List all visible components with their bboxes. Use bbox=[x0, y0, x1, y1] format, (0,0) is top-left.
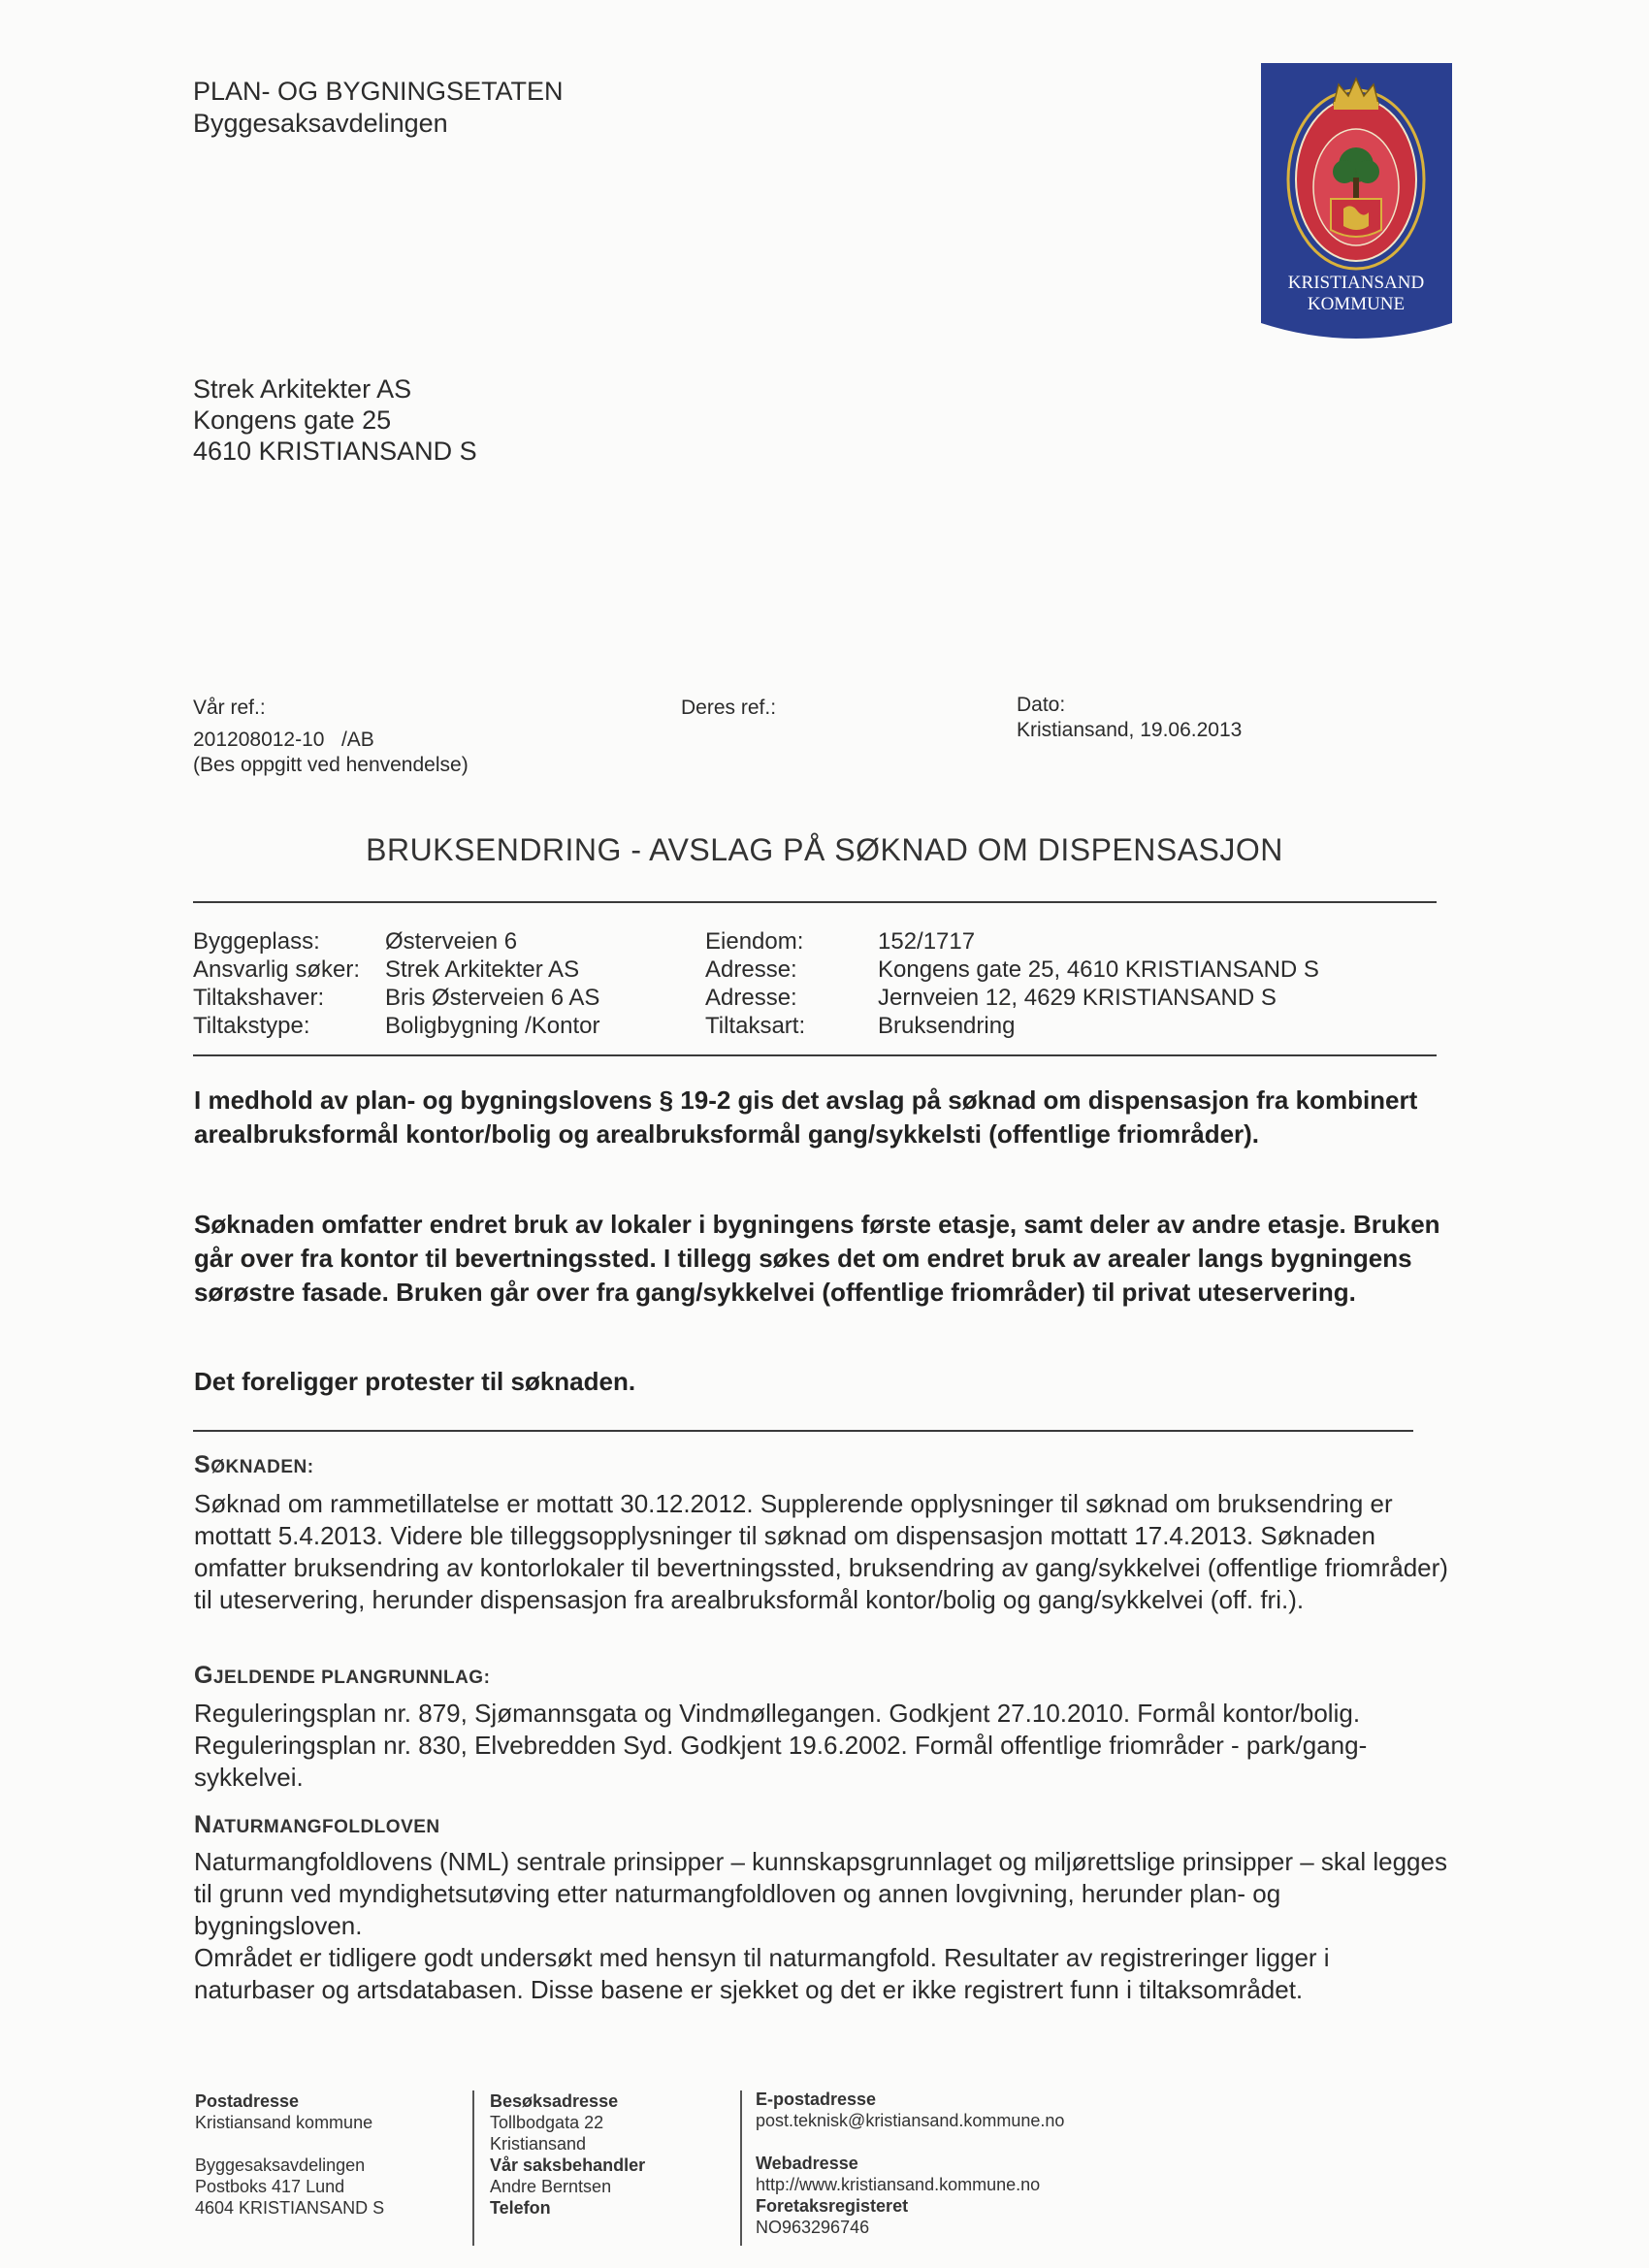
date-value: Kristiansand, 19.06.2013 bbox=[1017, 719, 1243, 741]
info-label: Tiltakshaver: bbox=[193, 985, 325, 1011]
footer-visit bbox=[490, 2090, 645, 2219]
naturmangfold-paragraph-1: Naturmangfoldlovens (NML) sentrale prinsipper – kunnskapsgrunnlaget og miljørettslige prinsipper – skal legges til grunn ved myndighetsutøving etter naturmangfoldloven og annen lovgivning, herunder plan- og bygningsloven. bbox=[194, 1847, 1447, 1940]
recipient-address bbox=[193, 373, 477, 467]
info-labels-right bbox=[705, 927, 805, 1040]
footer-text: 4604 KRISTIANSAND S bbox=[195, 2198, 385, 2218]
municipality-crest-logo bbox=[1261, 63, 1452, 364]
footer-text: Byggesaksavdelingen bbox=[195, 2155, 366, 2175]
letter-date bbox=[1017, 693, 1242, 743]
footer-label: Foretaksregisteret bbox=[756, 2196, 909, 2216]
our-ref-value: 201208012-10 /AB bbox=[193, 729, 374, 751]
footer-divider bbox=[740, 2090, 742, 2246]
info-label: Adresse: bbox=[705, 985, 797, 1011]
info-label: Tiltaksart: bbox=[705, 1013, 806, 1039]
info-value: Boligbygning /Kontor bbox=[385, 1013, 600, 1039]
our-ref-note: (Bes oppgitt ved henvendelse) bbox=[193, 754, 469, 776]
date-label: Dato: bbox=[1017, 694, 1066, 716]
info-value: Strek Arkitekter AS bbox=[385, 956, 580, 983]
info-value: Bruksendring bbox=[878, 1013, 1016, 1039]
decision-paragraph: I medhold av plan- og bygningslovens § 19-2 gis det avslag på søknad om dispensasjon fra kombinert arealbruksformål kontor/bolig og arealbruksformål gang/sykkelsti (offentlige friområder). bbox=[194, 1085, 1418, 1149]
description-paragraph: Søknaden omfatter endret bruk av lokaler i bygningens første etasje, samt deler av andre etasje. Bruken går over fra kontor til bevertningssted. I tillegg søkes det om endret bruk av arealer langs bygningens sørøstre fasade. Bruken går over fra gang/sykkelvei (offentlige friområder) til privat uteservering. bbox=[194, 1210, 1440, 1307]
department-name: PLAN- OG BYGNINGSETATEN bbox=[193, 77, 564, 106]
our-reference bbox=[193, 696, 469, 778]
footer-label: Besøksadresse bbox=[490, 2091, 619, 2111]
recipient-city: 4610 KRISTIANSAND S bbox=[193, 437, 477, 466]
divider bbox=[193, 1054, 1437, 1056]
footer-label: Telefon bbox=[490, 2198, 551, 2218]
footer-text: Andre Berntsen bbox=[490, 2177, 612, 2196]
their-ref-label: Deres ref.: bbox=[681, 697, 777, 719]
footer-text: Kristiansand bbox=[490, 2134, 587, 2154]
crest-name-text bbox=[1288, 273, 1424, 314]
footer-label: Postadresse bbox=[195, 2091, 300, 2111]
svg-text:KOMMUNE: KOMMUNE bbox=[1307, 294, 1406, 314]
info-label: Byggeplass: bbox=[193, 928, 320, 955]
footer-postal bbox=[195, 2090, 384, 2219]
info-label: Adresse: bbox=[705, 956, 797, 983]
footer-online bbox=[756, 2089, 1064, 2238]
footer-divider bbox=[472, 2090, 474, 2246]
recipient-street: Kongens gate 25 bbox=[193, 405, 392, 435]
divider bbox=[193, 1430, 1413, 1432]
section-heading-naturmangfold: NATURMANGFOLDLOVEN bbox=[194, 1811, 440, 1838]
info-label: Ansvarlig søker: bbox=[193, 956, 361, 983]
letter-title: BRUKSENDRING - AVSLAG PÅ SØKNAD OM DISPENSASJON bbox=[366, 832, 1283, 867]
footer-text: Postboks 417 Lund bbox=[195, 2177, 345, 2196]
recipient-name: Strek Arkitekter AS bbox=[193, 374, 412, 404]
section-text-plangrunnlag: Reguleringsplan nr. 879, Sjømannsgata og Vindmøllegangen. Godkjent 27.10.2010. Formål kontor/bolig. Reguleringsplan nr. 830, Elvebredden Syd. Godkjent 19.6.2002. Formål offentlige friområder - park/gang-sykkelvei. bbox=[194, 1699, 1368, 1792]
section-text-soknaden: Søknad om rammetillatelse er mottatt 30.12.2012. Supplerende opplysninger til søknad om bruksendring er mottatt 5.4.2013. Videre ble tilleggsopplysninger til søknad om dispensasjon mottatt 17.4.2013. Søknaden omfatter bruksendring av kontorlokaler til bevertningssted, bruksendring av gang/sykkelvei (offentlige friområder) til uteservering, herunder dispensasjon fra arealbruksformål kontor/bolig og gang/sykkelvei (off. fri.). bbox=[194, 1489, 1448, 1614]
svg-text:KRISTIANSAND: KRISTIANSAND bbox=[1287, 273, 1425, 293]
info-value: Bris Østerveien 6 AS bbox=[385, 985, 600, 1011]
letterhead bbox=[193, 76, 564, 140]
info-label: Tiltakstype: bbox=[193, 1013, 310, 1039]
info-value: 152/1717 bbox=[878, 928, 976, 955]
footer-spacer bbox=[195, 2133, 384, 2155]
protest-note: Det foreligger protester til søknaden. bbox=[194, 1367, 636, 1396]
section-heading-soknaden: SØKNADEN: bbox=[194, 1451, 314, 1478]
footer-label: Webadresse bbox=[756, 2154, 858, 2173]
info-values-left bbox=[385, 927, 599, 1040]
footer-org-number: NO963296746 bbox=[756, 2218, 870, 2237]
footer-web: http://www.kristiansand.kommune.no bbox=[756, 2175, 1041, 2194]
info-values-right bbox=[878, 927, 1319, 1040]
info-value: Østerveien 6 bbox=[385, 928, 518, 955]
footer-label: Vår saksbehandler bbox=[490, 2155, 646, 2175]
section-text-naturmangfold bbox=[194, 1846, 1450, 2006]
their-reference bbox=[681, 696, 776, 721]
footer-text: Tollbodgata 22 bbox=[490, 2113, 604, 2132]
department-subunit: Byggesaksavdelingen bbox=[193, 109, 448, 138]
section-heading-plangrunnlag: GJELDENDE PLANGRUNNLAG: bbox=[194, 1662, 491, 1689]
footer-text: Kristiansand kommune bbox=[195, 2113, 373, 2132]
footer-label: E-postadresse bbox=[756, 2090, 877, 2109]
info-value: Kongens gate 25, 4610 KRISTIANSAND S bbox=[878, 956, 1319, 983]
info-labels-left bbox=[193, 927, 360, 1040]
footer-email: post.teknisk@kristiansand.kommune.no bbox=[756, 2111, 1065, 2130]
info-label: Eiendom: bbox=[705, 928, 804, 955]
divider bbox=[193, 901, 1437, 903]
info-value: Jernveien 12, 4629 KRISTIANSAND S bbox=[878, 985, 1277, 1011]
footer-spacer bbox=[756, 2131, 1064, 2153]
naturmangfold-paragraph-2: Området er tidligere godt undersøkt med hensyn til naturmangfold. Resultater av registreringer ligger i naturbaser og artsdatabasen. Disse basene er sjekket og det er ikke registrert funn i tiltaksområdet. bbox=[194, 1943, 1330, 2004]
our-ref-label: Vår ref.: bbox=[193, 697, 266, 719]
